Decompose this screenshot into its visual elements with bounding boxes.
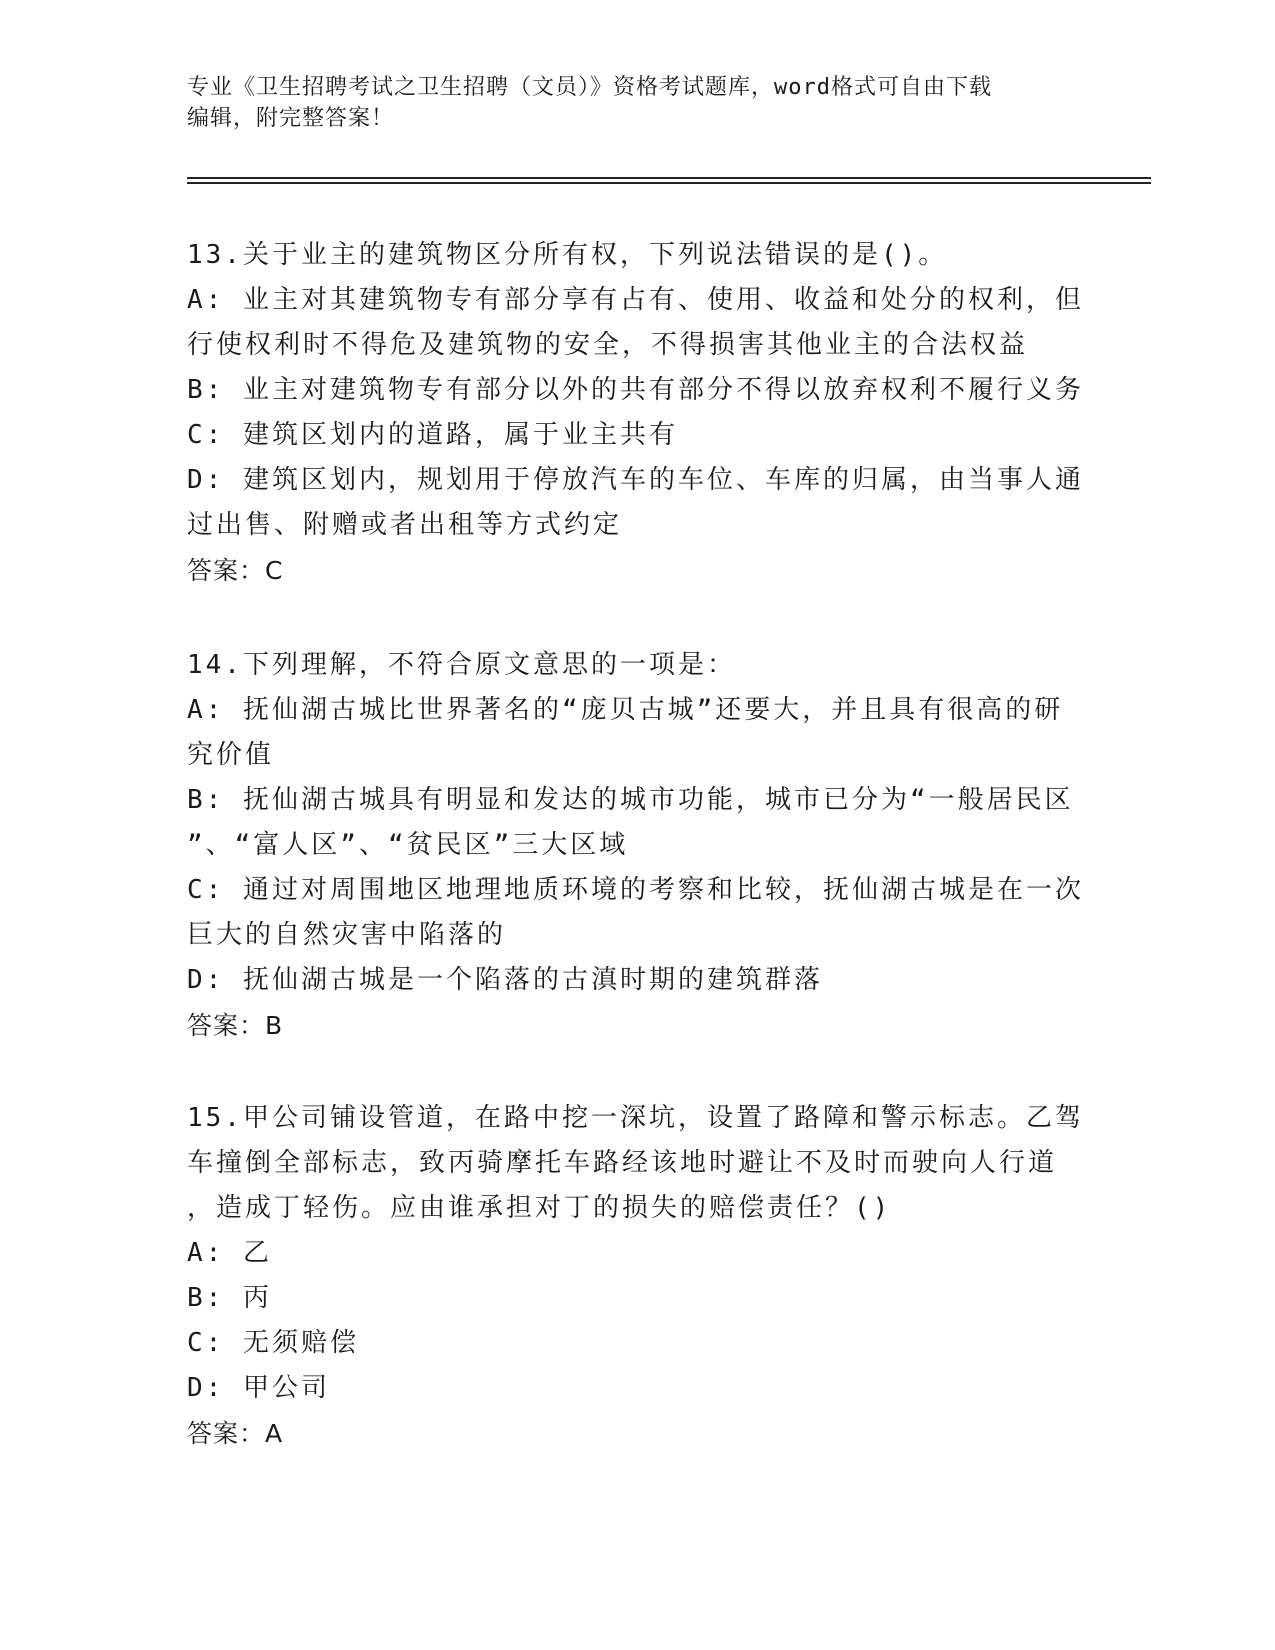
answer: 答案：C bbox=[187, 556, 284, 585]
header-divider-bottom bbox=[187, 182, 1151, 184]
option-d: D: 甲公司 bbox=[187, 1373, 330, 1403]
option-b: B: 业主对建筑物专有部分以外的共有部分不得以放弃权利不履行义务 bbox=[187, 375, 1084, 405]
option-d-continued: 过出售、附赠或者出租等方式约定 bbox=[187, 510, 623, 540]
question-stem-continued-2: ，造成丁轻伤。应由谁承担对丁的损失的赔偿责任？() bbox=[187, 1193, 892, 1223]
option-b-continued: ”、“富人区”、“贫民区”三大区域 bbox=[187, 830, 629, 860]
option-b: B: 抚仙湖古城具有明显和发达的城市功能，城市已分为“一般居民区 bbox=[187, 785, 1074, 815]
answer: 答案：A bbox=[187, 1419, 284, 1448]
question-14 bbox=[187, 643, 1087, 1048]
option-c-continued: 巨大的自然灾害中陷落的 bbox=[187, 920, 507, 950]
question-stem: 13.关于业主的建筑物区分所有权，下列说法错误的是()。 bbox=[187, 240, 948, 270]
option-b: B: 丙 bbox=[187, 1283, 272, 1313]
option-a-continued: 行使权利时不得危及建筑物的安全，不得损害其他业主的合法权益 bbox=[187, 330, 1029, 360]
question-13 bbox=[187, 233, 1087, 593]
question-15 bbox=[187, 1096, 1087, 1456]
option-a: A: 抚仙湖古城比世界著名的“庞贝古城”还要大，并且具有很高的研 bbox=[187, 695, 1064, 725]
header-divider-top bbox=[187, 177, 1151, 179]
option-c: C: 建筑区划内的道路，属于业主共有 bbox=[187, 420, 678, 450]
header-line-2: 编辑，附完整答案！ bbox=[187, 106, 395, 131]
document-header bbox=[187, 72, 1067, 134]
option-a-continued: 究价值 bbox=[187, 740, 275, 770]
option-a: A: 业主对其建筑物专有部分享有占有、使用、收益和处分的权利，但 bbox=[187, 285, 1084, 315]
option-c: C: 通过对周围地区地理地质环境的考察和比较，抚仙湖古城是在一次 bbox=[187, 875, 1084, 905]
header-line-1: 专业《卫生招聘考试之卫生招聘（文员）》资格考试题库，word格式可自由下载 bbox=[187, 75, 992, 100]
option-a: A: 乙 bbox=[187, 1238, 272, 1268]
question-stem-continued-1: 车撞倒全部标志，致丙骑摩托车路经该地时避让不及时而驶向人行道 bbox=[187, 1148, 1058, 1178]
option-c: C: 无须赔偿 bbox=[187, 1328, 359, 1358]
question-stem: 14.下列理解，不符合原文意思的一项是： bbox=[187, 650, 736, 680]
question-stem: 15.甲公司铺设管道，在路中挖一深坑，设置了路障和警示标志。乙驾 bbox=[187, 1103, 1084, 1133]
option-d: D: 建筑区划内，规划用于停放汽车的车位、车库的归属，由当事人通 bbox=[187, 465, 1084, 495]
option-d: D: 抚仙湖古城是一个陷落的古滇时期的建筑群落 bbox=[187, 965, 823, 995]
answer: 答案：B bbox=[187, 1011, 284, 1040]
